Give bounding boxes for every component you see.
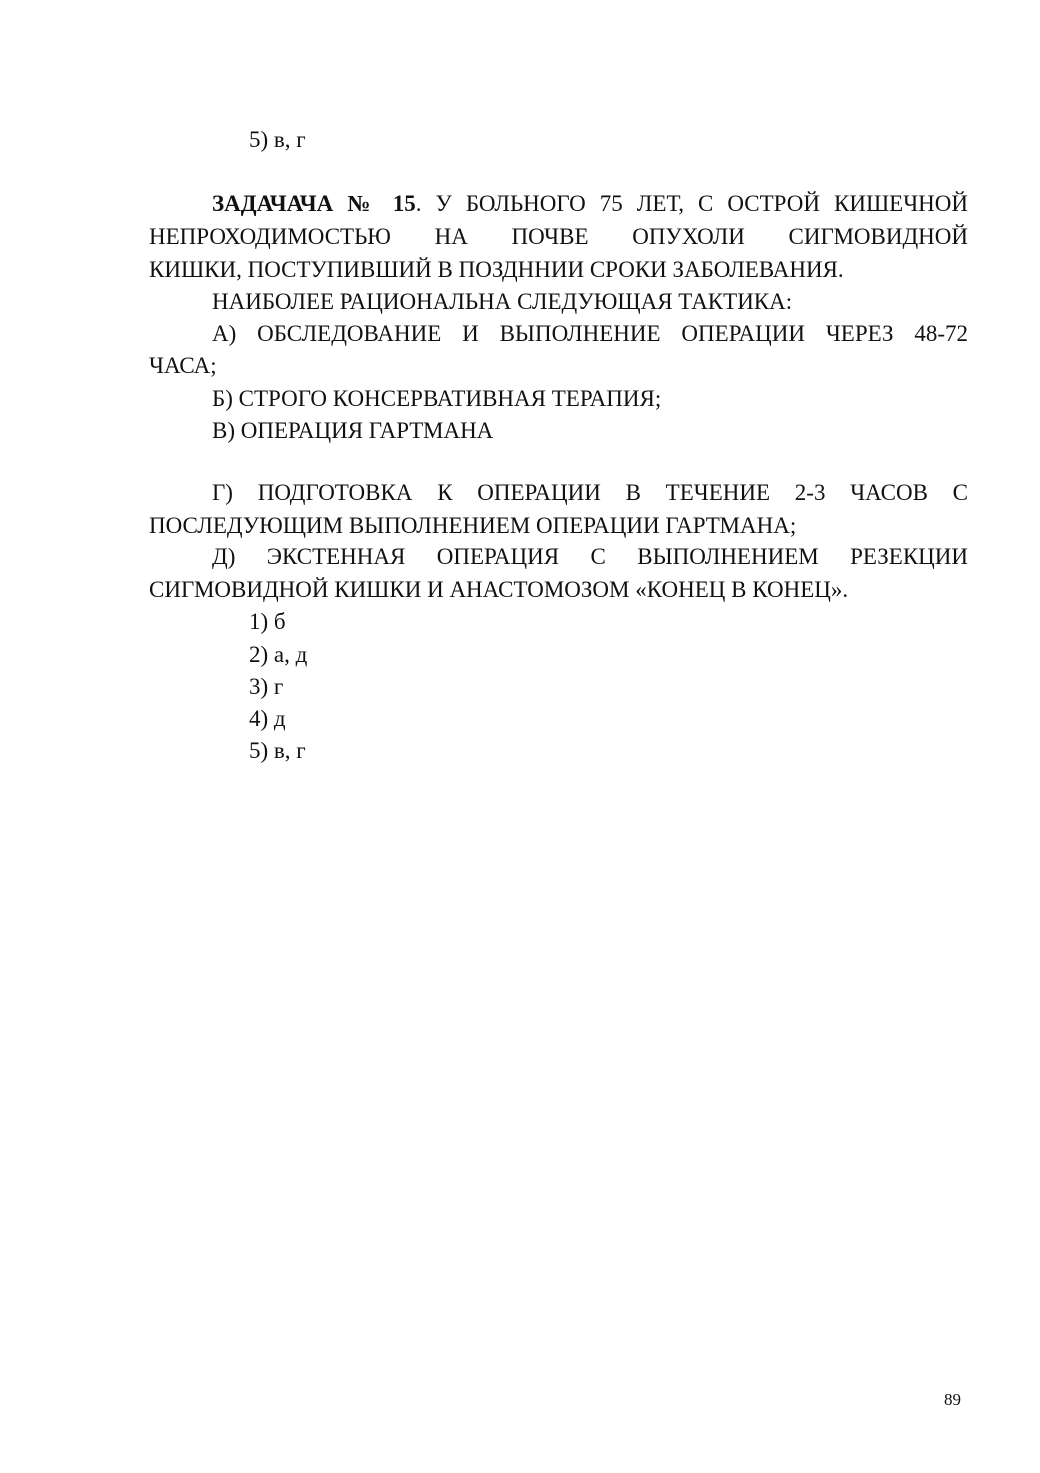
previous-answer: 5) в, г <box>249 127 306 152</box>
answer-item: 3) г <box>249 674 284 699</box>
option-b: Б) СТРОГО КОНСЕРВАТИВНАЯ ТЕРАПИЯ; <box>212 386 662 411</box>
option-d-line2: СИГМОВИДНОЙ КИШКИ И АНАСТОМОЗОМ «КОНЕЦ В КОНЕЦ». <box>149 577 849 602</box>
option-g-line1: Г) ПОДГОТОВКА К ОПЕРАЦИИ В ТЕЧЕНИЕ 2-3 ЧАСОВ С <box>212 480 968 505</box>
task-text-line2: НЕПРОХОДИМОСТЬЮ НА ПОЧВЕ ОПУХОЛИ СИГМОВИДНОЙ <box>149 224 968 249</box>
task-text-line1: . У БОЛЬНОГО 75 ЛЕТ, С ОСТРОЙ КИШЕЧНОЙ <box>415 191 968 216</box>
task-label: ЗАДАЧАЧА № 15 <box>212 191 416 216</box>
page-number: 89 <box>944 1390 961 1409</box>
task-text-line3: КИШКИ, ПОСТУПИВШИЙ В ПОЗДННИИ СРОКИ ЗАБОЛЕВАНИЯ. <box>149 257 844 282</box>
task-heading-line <box>212 188 968 220</box>
option-a-line1: А) ОБСЛЕДОВАНИЕ И ВЫПОЛНЕНИЕ ОПЕРАЦИИ ЧЕРЕЗ 48-72 <box>212 321 968 346</box>
option-d-line1: Д) ЭКСТЕННАЯ ОПЕРАЦИЯ С ВЫПОЛНЕНИЕМ РЕЗЕКЦИИ <box>212 544 968 569</box>
option-g-line2: ПОСЛЕДУЮЩИМ ВЫПОЛНЕНИЕМ ОПЕРАЦИИ ГАРТМАНА; <box>149 513 797 538</box>
option-a-line2: ЧАСА; <box>149 353 217 378</box>
answer-item: 2) а, д <box>249 642 308 667</box>
option-v: В) ОПЕРАЦИЯ ГАРТМАНА <box>212 418 494 443</box>
answer-item: 5) в, г <box>249 738 306 763</box>
answer-item: 4) д <box>249 706 286 731</box>
task-question: НАИБОЛЕЕ РАЦИОНАЛЬНА СЛЕДУЮЩАЯ ТАКТИКА: <box>212 289 793 314</box>
answer-item: 1) б <box>249 609 286 634</box>
